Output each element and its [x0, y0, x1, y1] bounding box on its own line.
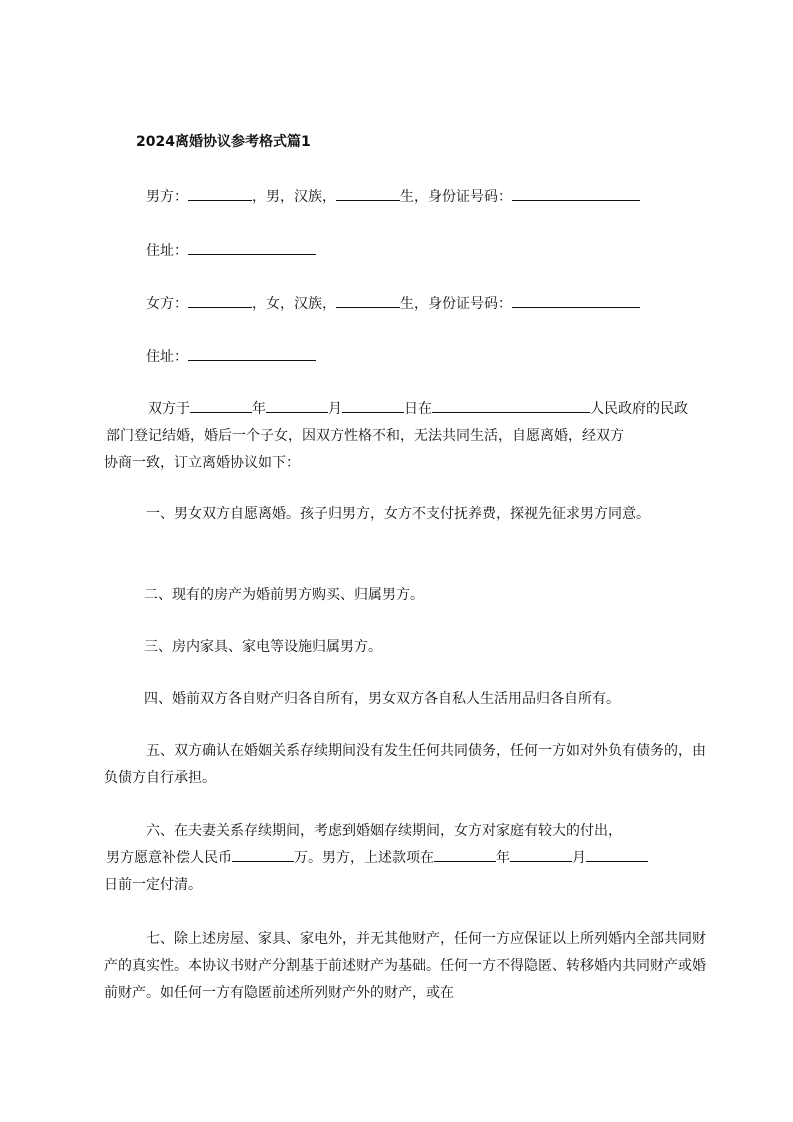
- clause-6-line-1: 六、在夫妻关系存续期间，考虑到婚姻存续期间，女方对家庭有较大的付出，: [146, 823, 622, 839]
- male-address-line: [146, 240, 316, 261]
- male-born-id-label: 生，身份证号码：: [400, 189, 512, 205]
- payment-month-blank[interactable]: [510, 847, 572, 862]
- male-address-label: 住址：: [146, 243, 188, 259]
- female-address-blank[interactable]: [188, 346, 316, 361]
- female-born-id-label: 生，身份证号码：: [400, 296, 512, 312]
- clause-4-text: 四、婚前双方各自财产归各自所有，男女双方各自私人生活用品归各自所有。: [144, 691, 620, 707]
- clause-7: [104, 926, 708, 1007]
- male-label: 男方：: [146, 189, 188, 205]
- year-label: 年: [252, 401, 266, 417]
- male-birth-blank[interactable]: [336, 186, 400, 201]
- female-address-line: [146, 346, 316, 367]
- intro-line-2: 部门登记结婚，婚后一个子女，因双方性格不和，无法共同生活，自愿离婚，经双方: [106, 428, 624, 444]
- payment-month-label: 月: [572, 850, 586, 866]
- male-info-line: [146, 186, 640, 207]
- female-name-blank[interactable]: [188, 293, 252, 308]
- clause-3: [104, 634, 708, 661]
- compensation-label: 男方愿意补偿人民币: [106, 850, 232, 866]
- male-id-blank[interactable]: [512, 186, 640, 201]
- intro-line-1: [106, 396, 710, 423]
- clause-2: [104, 582, 708, 609]
- male-name-blank[interactable]: [188, 186, 252, 201]
- female-birth-blank[interactable]: [336, 293, 400, 308]
- female-info-line: [146, 293, 640, 314]
- clause-1-text: 一、男女双方自愿离婚。孩子归男方，女方不支付抚养费，探视先征求男方同意。: [146, 506, 650, 522]
- clause-6: [104, 818, 708, 899]
- clause-4: [104, 686, 708, 713]
- clause-6-line-3: 日前一定付清。: [104, 877, 202, 893]
- registry-place-blank[interactable]: [432, 398, 590, 413]
- document-title: 2024离婚协议参考格式篇1: [136, 134, 311, 150]
- clause-1: [104, 501, 708, 528]
- payment-day-blank[interactable]: [586, 847, 648, 862]
- male-address-blank[interactable]: [188, 240, 316, 255]
- day-at-label: 日在: [404, 401, 432, 417]
- female-label: 女方：: [146, 296, 188, 312]
- compensation-amount-blank[interactable]: [232, 847, 294, 862]
- marriage-month-blank[interactable]: [266, 398, 328, 413]
- clause-2-text: 二、现有的房产为婚前男方购买、归属男方。: [144, 587, 424, 603]
- intro-line-3: 协商一致，订立离婚协议如下：: [104, 455, 300, 471]
- intro-text: 双方于: [148, 401, 190, 417]
- female-gender-ethnicity: ，女，汉族，: [252, 296, 336, 312]
- payment-year-blank[interactable]: [434, 847, 496, 862]
- payment-year-label: 年: [496, 850, 510, 866]
- clause-6-line-2: [104, 845, 708, 872]
- month-label: 月: [328, 401, 342, 417]
- clause-3-text: 三、房内家具、家电等设施归属男方。: [144, 639, 382, 655]
- male-gender-ethnicity: ，男，汉族，: [252, 189, 336, 205]
- payment-deadline-label: 万。男方，上述款项在: [294, 850, 434, 866]
- clause-7-text: 七、除上述房屋、家具、家电外，并无其他财产，任何一方应保证以上所列婚内全部共同财产的真实性。本协议书财产分割基于前述财产为基础。任何一方不得隐匿、转移婚内共同财产或婚前财产。如任何一方有隐匿前述所列财产外的财产，或在: [104, 931, 706, 1001]
- gov-text: 人民政府的民政: [590, 401, 688, 417]
- intro-paragraph: [106, 396, 710, 477]
- female-address-label: 住址：: [146, 349, 188, 365]
- marriage-day-blank[interactable]: [342, 398, 404, 413]
- clause-5-text: 五、双方确认在婚姻关系存续期间没有发生任何共同债务，任何一方如对外负有债务的，由负债方自行承担。: [104, 743, 706, 786]
- female-id-blank[interactable]: [512, 293, 640, 308]
- clause-5: [104, 738, 708, 792]
- marriage-year-blank[interactable]: [190, 398, 252, 413]
